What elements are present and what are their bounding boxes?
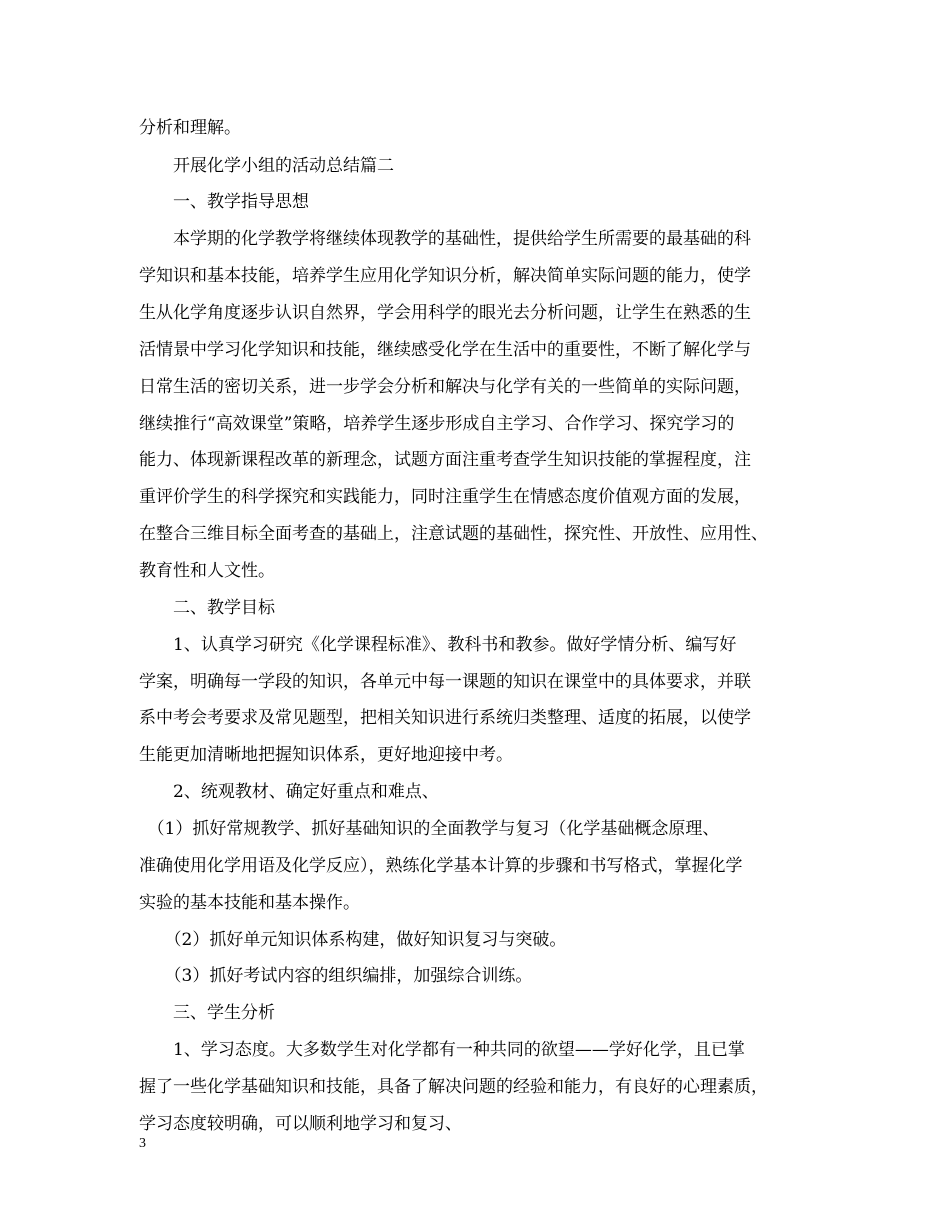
text-line: 2、统观教材、确定好重点和难点、 — [139, 782, 439, 802]
text-line: 握了一些化学基础知识和技能，具备了解决问题的经验和能力，有良好的心理素质， — [139, 1077, 768, 1097]
text-line: 能力、体现新课程改革的新理念，试题方面注重考查学生知识技能的掌握程度，注 — [139, 450, 751, 470]
text-line: 学知识和基本技能，培养学生应用化学知识分析，解决简单实际问题的能力，使学 — [139, 266, 751, 286]
section-heading: 二、教学目标 — [139, 598, 275, 618]
text-line: 继续推行“高效课堂”策略，培养学生逐步形成自主学习、合作学习、探究学习的 — [139, 414, 735, 434]
text-line: 生从化学角度逐步认识自然界，学会用科学的眼光去分析问题，让学生在熟悉的生 — [139, 303, 751, 323]
text-line: 教育性和人文性。 — [139, 561, 275, 581]
text-line: 准确使用化学用语及化学反应），熟练化学基本计算的步骤和书写格式，掌握化学 — [139, 856, 743, 876]
section-title: 开展化学小组的活动总结篇二 — [139, 156, 394, 176]
text-line: 日常生活的密切关系，进一步学会分析和解决与化学有关的一些简单的实际问题， — [139, 377, 751, 397]
text-line: 本学期的化学教学将继续体现教学的基础性，提供给学生所需要的最基础的科 — [139, 229, 751, 249]
text-line: 系中考会考要求及常见题型，把相关知识进行系统归类整理、适度的拓展，以使学 — [139, 708, 751, 728]
section-heading: 一、教学指导思想 — [139, 192, 309, 212]
text-line: （3）抓好考试内容的组织编排，加强综合训练。 — [139, 966, 533, 986]
text-line: 在整合三维目标全面考查的基础上，注意试题的基础性，探究性、开放性、应用性、 — [139, 524, 768, 544]
text-line: （1）抓好常规教学、抓好基础知识的全面教学与复习（化学基础概念原理、 — [139, 819, 720, 839]
text-line: 学案，明确每一学段的知识，各单元中每一课题的知识在课堂中的具体要求，并联 — [139, 672, 751, 692]
text-line: 重评价学生的科学探究和实践能力，同时注重学生在情感态度价值观方面的发展， — [139, 487, 751, 507]
text-line: 实验的基本技能和基本操作。 — [139, 893, 360, 913]
text-line: 1、认真学习研究《化学课程标准》、教科书和教参。做好学情分析、编写好 — [139, 635, 737, 655]
text-line: 活情景中学习化学知识和技能，继续感受化学在生活中的重要性，不断了解化学与 — [139, 340, 751, 360]
text-line: 学习态度较明确，可以顺利地学习和复习、 — [139, 1114, 462, 1134]
section-heading: 三、学生分析 — [139, 1003, 275, 1023]
page-number: 3 — [139, 1136, 146, 1151]
text-line: （2）抓好单元知识体系构建，做好知识复习与突破。 — [139, 930, 567, 950]
text-line: 1、学习态度。大多数学生对化学都有一种共同的欲望——学好化学，且已掌 — [139, 1040, 745, 1060]
text-line: 分析和理解。 — [139, 118, 241, 138]
text-line: 生能更加清晰地把握知识体系，更好地迎接中考。 — [139, 745, 513, 765]
